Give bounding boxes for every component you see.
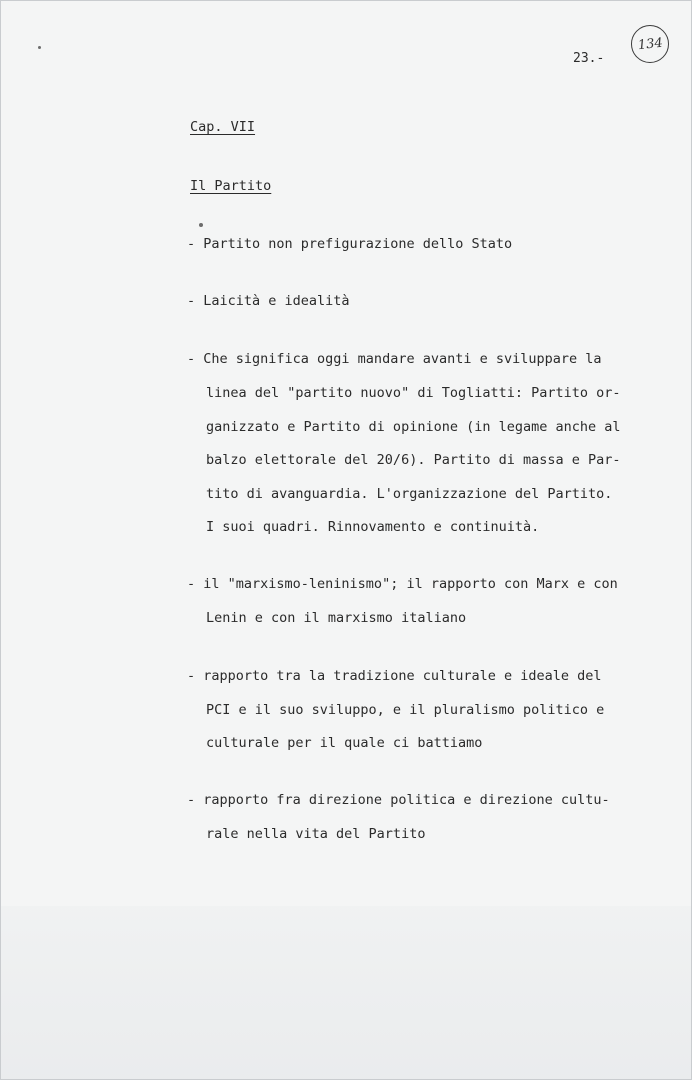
list-item-line: - il "marxismo-leninismo"; il rapporto con Marx e con bbox=[187, 576, 618, 592]
ink-speck bbox=[199, 223, 203, 227]
list-item-line: - Che significa oggi mandare avanti e sviluppare la bbox=[187, 351, 602, 367]
archive-stamp bbox=[631, 25, 669, 63]
section-title: Il Partito bbox=[190, 178, 272, 194]
list-item-line: I suoi quadri. Rinnovamento e continuità. bbox=[206, 519, 540, 535]
list-item-line: rale nella vita del Partito bbox=[206, 826, 426, 842]
list-item-line: balzo elettorale del 20/6). Partito di massa e Par- bbox=[206, 452, 621, 468]
chapter-heading: Cap. VII bbox=[190, 119, 256, 135]
list-item-line: linea del "partito nuovo" di Togliatti: Partito or- bbox=[206, 385, 621, 401]
page-number: 23.- bbox=[573, 51, 605, 66]
list-item-line: tito di avanguardia. L'organizzazione del Partito. bbox=[206, 486, 613, 502]
list-item-line: - rapporto tra la tradizione culturale e ideale del bbox=[187, 668, 602, 684]
list-item-line: - Laicità e idealità bbox=[187, 293, 350, 309]
list-item-line: ganizzato e Partito di opinione (in legame anche al bbox=[206, 419, 621, 435]
list-item-line: culturale per il quale ci battiamo bbox=[206, 735, 483, 751]
stamp-number: 134 bbox=[636, 35, 664, 53]
list-item-line: Lenin e con il marxismo italiano bbox=[206, 610, 467, 626]
list-item-line: - Partito non prefigurazione dello Stato bbox=[187, 236, 513, 252]
ink-speck bbox=[38, 46, 41, 49]
list-item-line: PCI e il suo sviluppo, e il pluralismo politico e bbox=[206, 702, 605, 718]
list-item-line: - rapporto fra direzione politica e direzione cultu- bbox=[187, 792, 610, 808]
